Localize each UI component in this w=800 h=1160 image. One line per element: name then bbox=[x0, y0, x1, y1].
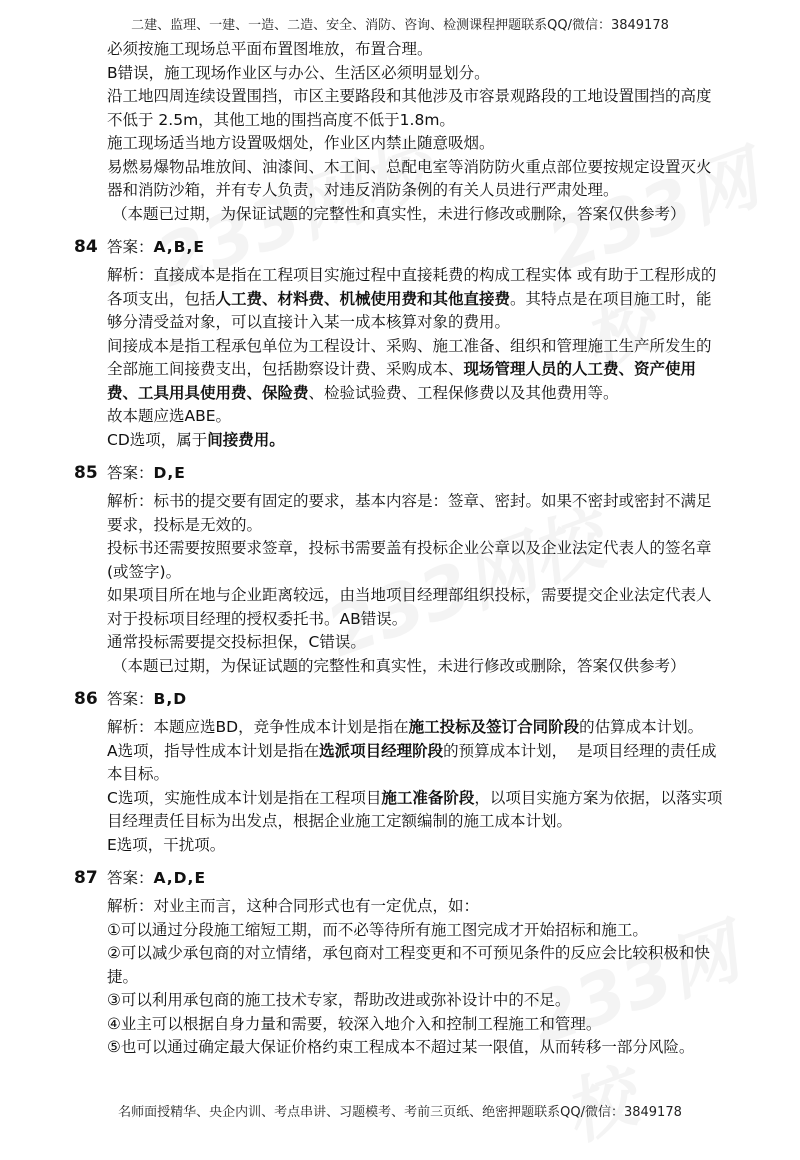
text-run: C选项，实施性成本计划是指在工程项目 bbox=[107, 788, 382, 807]
answer-label: 答案： bbox=[107, 869, 154, 887]
explanation-paragraph bbox=[107, 429, 725, 453]
document-body bbox=[0, 38, 800, 1060]
text-run: 。其特点是在项目施工时，能够分清受益对象，可以直接计入某一成本核算对象的费用。 bbox=[107, 289, 712, 331]
answer-value: D,E bbox=[153, 464, 186, 482]
question-number: 87 bbox=[74, 868, 98, 888]
text-run: 间接成本是指工程承包单位为工程设计、采购、施工准备、组织和管理施工生产所发生的全部施工间接费支出，包括勘察设计费、采购成本、 bbox=[107, 336, 712, 378]
text-run: 解析：本题应选BD，竞争性成本计划是指在 bbox=[107, 718, 409, 736]
bold-run: 间接费用。 bbox=[207, 430, 285, 449]
text-run: 解析：直接成本是指在工程项目实施过程中直接耗费的构成工程实体 或有助于工程形成的各项支出，包括 bbox=[107, 266, 717, 308]
question-84-header bbox=[0, 234, 800, 260]
explanation-paragraph bbox=[107, 787, 725, 834]
explanation-paragraph: ②可以减少承包商的对立情绪，承包商对工程变更和不可预见条件的反应会比较积极和快捷。 bbox=[107, 944, 710, 986]
bold-run: 现场管理人员的人工费、资产使用费、工具用具使用费、保险费 bbox=[107, 360, 697, 402]
text-run: CD选项，属于 bbox=[107, 430, 208, 449]
question-number: 86 bbox=[74, 689, 98, 709]
page-footer: 名师面授精华、央企内训、考点串讲、习题模考、考前三页纸、绝密押题联系QQ/微信：3849178 bbox=[118, 1105, 682, 1120]
answer-value: A,B,E bbox=[153, 238, 205, 256]
question-87-header bbox=[0, 865, 800, 891]
answer-value: A,D,E bbox=[153, 869, 207, 887]
explanation-paragraph bbox=[107, 335, 725, 406]
explanation-paragraph bbox=[107, 740, 725, 787]
answer-line bbox=[107, 686, 187, 712]
intro-line: B错误，施工现场作业区与办公、生活区必须明显划分。 bbox=[107, 63, 490, 82]
question-number: 84 bbox=[74, 237, 98, 257]
text-run: 的估算成本计划。 bbox=[579, 718, 704, 736]
bold-run: 人工费、材料费、机械使用费和其他直接费 bbox=[215, 289, 511, 308]
bold-run: 施工准备阶段 bbox=[381, 788, 475, 807]
explanation-paragraph: 解析：对业主而言，这种合同形式也有一定优点，如： bbox=[107, 897, 480, 915]
explanation-paragraph: 解析：标书的提交要有固定的要求，基本内容是：签章、密封。如果不密封或密封不满足要求，投标是无效的。 bbox=[107, 492, 712, 534]
answer-label: 答案： bbox=[107, 238, 154, 256]
explanation-paragraph: ⑤也可以通过确定最大保证价格约束工程成本不超过某一限值，从而转移一部分风险。 bbox=[107, 1038, 695, 1056]
bold-run: 施工投标及签订合同阶段 bbox=[408, 718, 580, 736]
intro-line: 必须按施工现场总平面布置图堆放，布置合理。 bbox=[107, 40, 433, 58]
explanation-paragraph: ①可以通过分段施工缩短工期，而不必等待所有施工图完成才开始招标和施工。 bbox=[107, 920, 648, 939]
question-85-header bbox=[0, 460, 800, 486]
answer-line bbox=[107, 234, 205, 260]
text-run: A选项，指导性成本计划是指在 bbox=[107, 741, 320, 760]
explanation-paragraph: ③可以利用承包商的施工技术专家，帮助改进或弥补设计中的不足。 bbox=[107, 991, 571, 1009]
question-number: 85 bbox=[74, 463, 98, 483]
expired-note: （本题已过期，为保证试题的完整性和真实性，未进行修改或删除，答案仅供参考） bbox=[112, 656, 686, 675]
explanation-paragraph: 投标书还需要按照要求签章，投标书需要盖有投标企业公章以及企业法定代表人的签名章(或签字)。 bbox=[107, 539, 712, 581]
text-run: ，以项目实施方案为依据，以落实项目经理责任目标为出发点，根据企业施工定额编制的施工成本计划。 bbox=[107, 788, 723, 830]
explanation-paragraph: E选项，干扰项。 bbox=[107, 835, 226, 854]
bold-run: 选派项目经理阶段 bbox=[319, 741, 444, 760]
answer-label: 答案： bbox=[107, 690, 154, 708]
explanation-paragraph: 通常投标需要提交投标担保，C错误。 bbox=[107, 633, 366, 651]
question-86-header bbox=[0, 686, 800, 712]
explanation-paragraph: ④业主可以根据自身力量和需要，较深入地介入和控制工程施工和管理。 bbox=[107, 1014, 602, 1033]
intro-line: 易燃易爆物品堆放间、油漆间、木工间、总配电室等消防防火重点部位要按规定设置灭火器和消防沙箱，并有专人负责，对违反消防条例的有关人员进行严肃处理。 bbox=[107, 157, 712, 199]
answer-label: 答案： bbox=[107, 464, 154, 482]
answer-line bbox=[107, 460, 186, 486]
page-header: 二建、监理、一建、一造、二造、安全、消防、咨询、检测课程押题联系QQ/微信：3849178 bbox=[131, 18, 669, 33]
intro-line: 施工现场适当地方设置吸烟处，作业区内禁止随意吸烟。 bbox=[107, 134, 495, 152]
answer-line bbox=[107, 865, 206, 891]
expired-note: （本题已过期，为保证试题的完整性和真实性，未进行修改或删除，答案仅供参考） bbox=[112, 204, 686, 223]
intro-line: 沿工地四周连续设置围挡，市区主要路段和其他涉及市容景观路段的工地设置围挡的高度不低于 2.5m，其他工地的围挡高度不低于1.8m。 bbox=[107, 87, 712, 129]
text-run: 的预算成本计划， 是项目经理的责任成本目标。 bbox=[107, 741, 717, 783]
explanation-paragraph bbox=[107, 264, 725, 335]
text-run: 、检验试验费、工程保修费以及其他费用等。 bbox=[308, 383, 619, 402]
explanation-paragraph: 如果项目所在地与企业距离较远，由当地项目经理部组织投标，需要提交企业法定代表人对于投标项目经理的授权委托书。AB错误。 bbox=[107, 586, 712, 628]
explanation-paragraph: 故本题应选ABE。 bbox=[107, 407, 232, 425]
explanation-paragraph bbox=[107, 716, 725, 740]
answer-value: B,D bbox=[153, 690, 188, 708]
